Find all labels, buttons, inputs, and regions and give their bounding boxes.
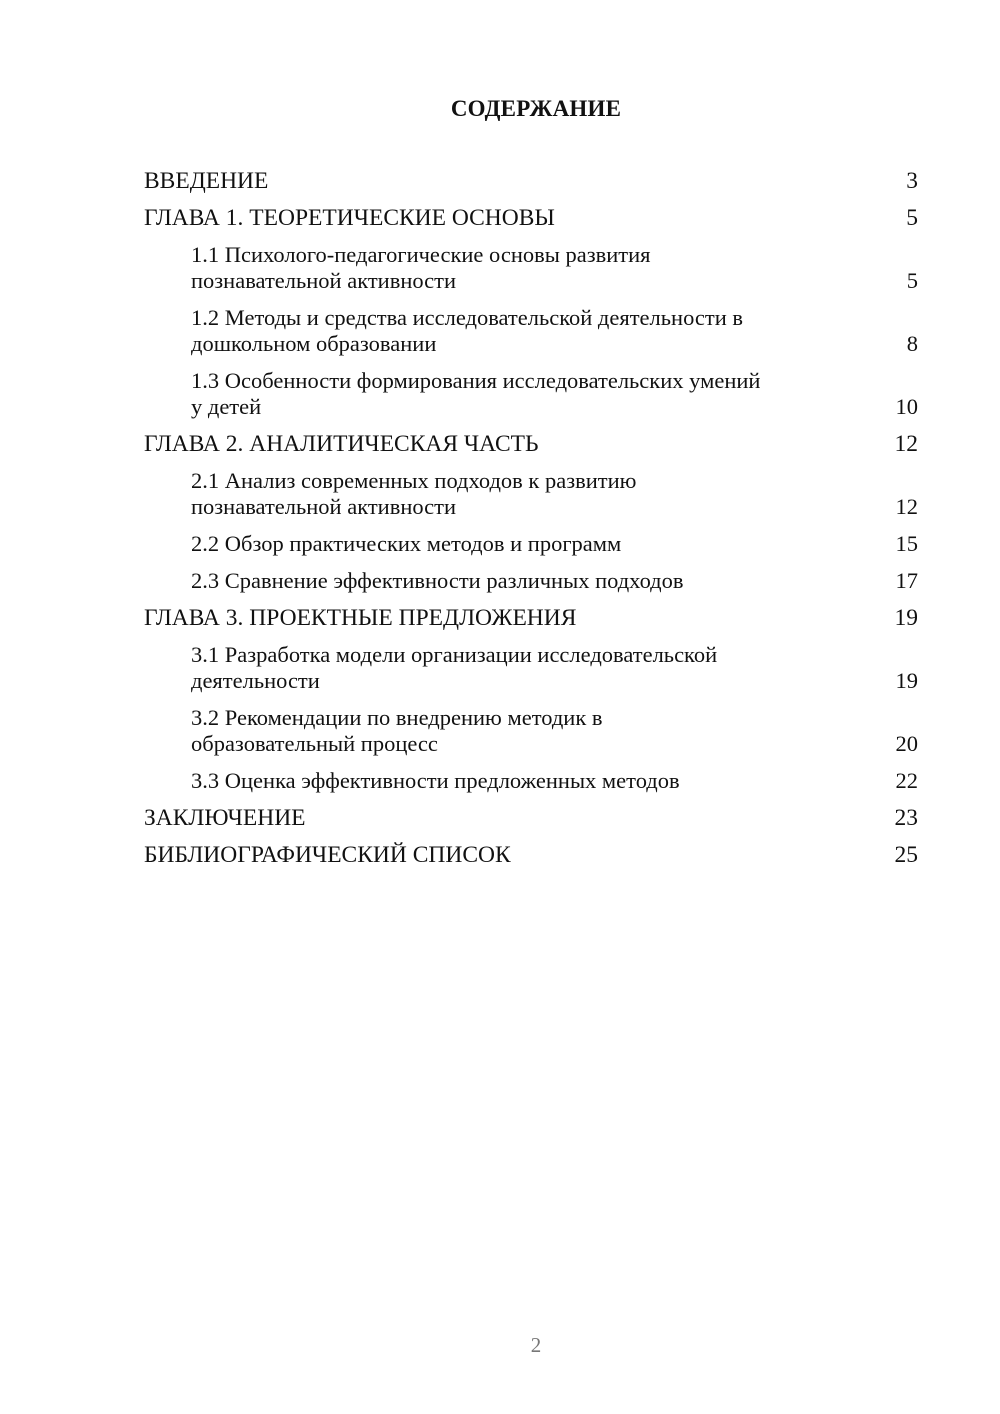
toc-entry-title: 3.1 Разработка модели организации исследовательской деятельности — [191, 642, 718, 693]
toc-entry-title: 1.1 Психолого-педагогические основы развития познавательной активности — [191, 242, 651, 293]
toc-entry-title: 2.1 Анализ современных подходов к развитию познавательной активности — [191, 468, 637, 519]
toc-entry-section-3-3[interactable] — [144, 768, 918, 794]
toc-entry-chapter-2[interactable] — [144, 431, 918, 457]
page-number: 2 — [530, 1333, 542, 1357]
toc-entry-page: 20 — [895, 731, 918, 756]
toc-entry-bibliography[interactable] — [144, 842, 918, 868]
toc-entry-title: 2.3 Сравнение эффективности различных подходов — [191, 568, 684, 593]
toc-entry-introduction[interactable] — [144, 168, 918, 194]
toc-entry-page: 19 — [894, 605, 918, 631]
toc-entry-title: ЗАКЛЮЧЕНИЕ — [144, 805, 306, 831]
toc-entry-section-3-1[interactable] — [144, 642, 918, 694]
toc-entry-title: ГЛАВА 2. АНАЛИТИЧЕСКАЯ ЧАСТЬ — [144, 431, 539, 457]
toc-entry-page: 10 — [895, 394, 918, 419]
toc-entry-section-2-1[interactable] — [144, 468, 918, 520]
toc-entry-section-1-1[interactable] — [144, 242, 918, 294]
toc-entry-page: 12 — [894, 431, 918, 457]
toc-entry-title: 3.3 Оценка эффективности предложенных методов — [191, 768, 680, 793]
toc-entry-page: 23 — [894, 805, 918, 831]
toc-entry-title: 3.2 Рекомендации по внедрению методик в образовательный процесс — [191, 705, 603, 756]
table-of-contents — [144, 168, 918, 868]
toc-entry-title: ГЛАВА 3. ПРОЕКТНЫЕ ПРЕДЛОЖЕНИЯ — [144, 605, 577, 631]
toc-entry-section-2-2[interactable] — [144, 531, 918, 557]
toc-entry-page: 12 — [895, 494, 918, 519]
toc-entry-page: 3 — [906, 168, 918, 194]
toc-entry-page: 25 — [894, 842, 918, 868]
toc-entry-section-1-2[interactable] — [144, 305, 918, 357]
toc-entry-chapter-1[interactable] — [144, 205, 918, 231]
toc-entry-page: 5 — [906, 205, 918, 231]
toc-entry-title: БИБЛИОГРАФИЧЕСКИЙ СПИСОК — [144, 842, 511, 868]
toc-entry-page: 22 — [895, 768, 918, 793]
toc-entry-title: ВВЕДЕНИЕ — [144, 168, 269, 194]
toc-entry-page: 15 — [895, 531, 918, 556]
toc-entry-section-1-3[interactable] — [144, 368, 918, 420]
toc-entry-chapter-3[interactable] — [144, 605, 918, 631]
toc-entry-page: 8 — [906, 331, 918, 356]
toc-entry-title: 1.3 Особенности формирования исследовательских умений у детей — [191, 368, 761, 419]
toc-entry-title: 2.2 Обзор практических методов и программ — [191, 531, 622, 556]
toc-entry-section-2-3[interactable] — [144, 568, 918, 594]
toc-entry-page: 5 — [906, 268, 918, 293]
toc-entry-conclusion[interactable] — [144, 805, 918, 831]
page-title: СОДЕРЖАНИЕ — [450, 96, 622, 121]
toc-entry-page: 19 — [895, 668, 918, 693]
toc-entry-title: 1.2 Методы и средства исследовательской деятельности в дошкольном образовании — [191, 305, 743, 356]
toc-entry-section-3-2[interactable] — [144, 705, 918, 757]
toc-entry-title: ГЛАВА 1. ТЕОРЕТИЧЕСКИЕ ОСНОВЫ — [144, 205, 555, 231]
toc-entry-page: 17 — [895, 568, 918, 593]
